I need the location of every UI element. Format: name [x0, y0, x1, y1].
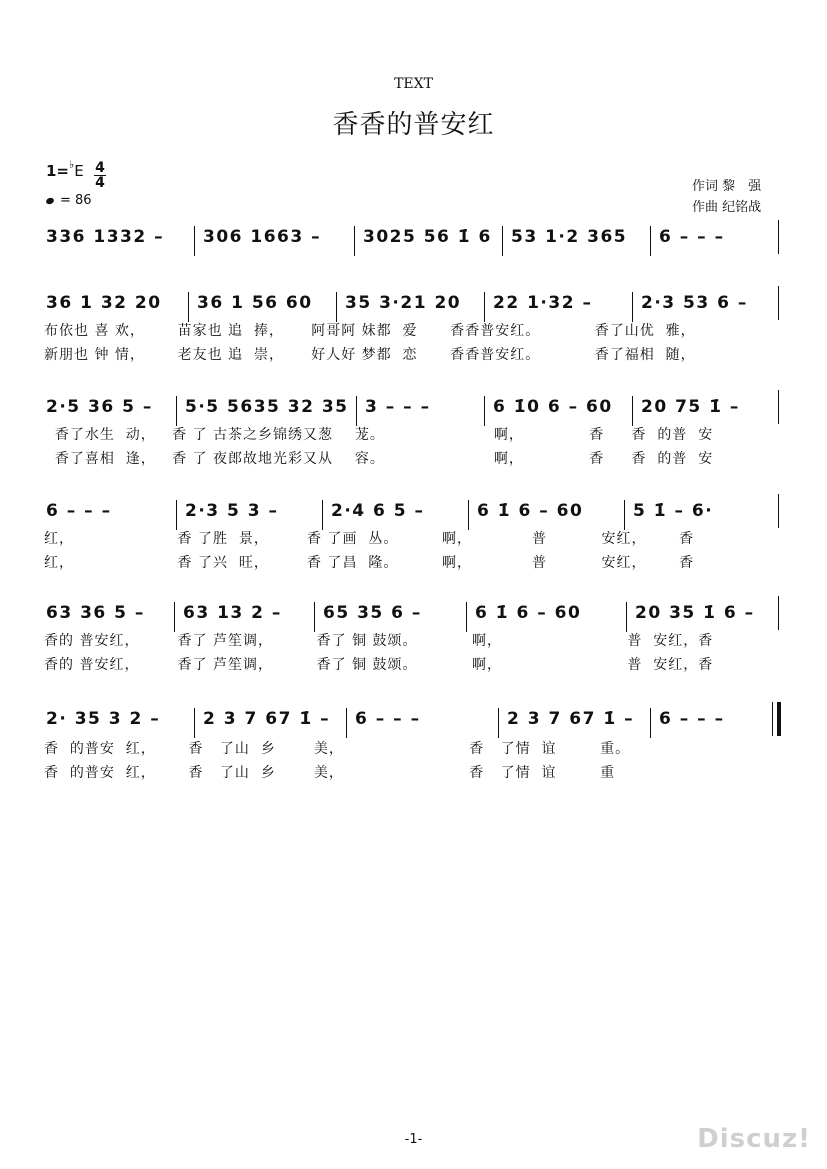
lyric-line-1: 香 的普安 红， 香 了山 乡 美， 香 了情 谊 重。	[44, 741, 631, 757]
measure: 2·5 36 5 –	[46, 397, 153, 417]
credits	[692, 176, 761, 218]
watermark: Discuz!	[697, 1124, 811, 1154]
key-signature	[46, 158, 105, 191]
measure: 2·3 53 6 –	[632, 292, 779, 322]
lyric-line-1: 香了水生 动， 香 了 古茶之乡锦绣又葱 茏。 啊， 香 香 的普 安	[44, 427, 714, 443]
measure: 6 – – –	[346, 708, 499, 738]
lyric-line-2: 香 的普安 红， 香 了山 乡 美， 香 了情 谊 重	[44, 765, 616, 781]
lyric-line-2: 香的 普安红， 香了 芦笙调， 香了 铜 鼓颂。 啊， 普 安红，香	[44, 657, 714, 673]
measure: 65 35 6 –	[314, 602, 465, 632]
measure: 2·4 6 5 –	[322, 500, 469, 530]
measure: 35 3·21 20	[336, 292, 485, 322]
measure: 22 1·32 –	[484, 292, 631, 322]
header-tag: TEXT	[394, 76, 433, 92]
measure: 53 1·2 365	[502, 226, 651, 256]
final-barline	[772, 702, 781, 736]
measure: 5 1̇ – 6·	[624, 500, 779, 530]
measure: 5·5 5635 32 35	[176, 396, 357, 426]
measure: 36 1 56 60	[188, 292, 335, 322]
measure: 63 36 5 –	[46, 603, 145, 623]
measure: 20 35 1̇ 6 –	[626, 602, 779, 632]
measure: 20 75 1̇ –	[632, 396, 779, 426]
lyric-line-1: 红， 香 了胜 景， 香 了画 丛。 啊， 普 安红， 香	[44, 531, 695, 547]
measure: 2·3 5 3 –	[176, 500, 323, 530]
lyric-line-1: 香的 普安红， 香了 芦笙调， 香了 铜 鼓颂。 啊， 普 安红，香	[44, 633, 714, 649]
measure: 36 1 32 20	[46, 293, 162, 313]
time-top: 4	[95, 160, 105, 176]
flat-icon: ♭	[69, 158, 75, 171]
page-number: -1-	[404, 1132, 423, 1147]
measure: 3 – – –	[356, 396, 485, 426]
measure: 63 13 2 –	[174, 602, 313, 632]
barline	[778, 286, 779, 320]
barline	[778, 596, 779, 630]
barline	[778, 494, 779, 528]
barline	[778, 390, 779, 424]
barline	[778, 220, 779, 254]
tempo-mark	[46, 193, 92, 208]
measure: 6 – – –	[46, 501, 112, 521]
measure: 2· 35 3 2 –	[46, 709, 161, 729]
quarter-note-icon	[45, 197, 55, 205]
measure: 6 – – –	[650, 226, 781, 256]
measure: 6 – – –	[650, 708, 771, 738]
measure: 2 3 7 67 1̇ –	[498, 708, 649, 738]
key-prefix: 1=	[46, 162, 70, 180]
time-signature	[94, 161, 106, 190]
page-title: 香香的普安红	[332, 110, 495, 140]
composer-credit: 作曲 纪铭战	[692, 200, 762, 215]
lyricist-credit: 作词 黎 强	[692, 179, 762, 194]
lyric-line-1: 布依也 喜 欢， 苗家也 追 捧， 阿哥阿 妹都 爱 香香普安红。 香了山优 雅，	[44, 323, 696, 339]
key-note: E	[74, 162, 84, 180]
lyric-line-2: 红， 香 了兴 旺， 香 了昌 隆。 啊， 普 安红， 香	[44, 555, 695, 571]
time-bottom: 4	[95, 175, 105, 191]
measure: 6 1̇ 6 – 60	[468, 500, 625, 530]
tempo-value: = 86	[60, 193, 92, 208]
measure: 3025 56 1̇ 6	[354, 226, 503, 256]
lyric-line-2: 新朋也 钟 情， 老友也 追 崇， 好人好 梦都 恋 香香普安红。 香了福相 随，	[44, 347, 696, 363]
lyric-line-2: 香了喜相 逢， 香 了 夜郎故地光彩又从 容。 啊， 香 香 的普 安	[44, 451, 714, 467]
measure: 6 1̇0 6 – 60	[484, 396, 633, 426]
measure: 2 3 7 67 1̇ –	[194, 708, 345, 738]
measure: 306 1663 –	[194, 226, 353, 256]
measure: 336 1332 –	[46, 227, 165, 247]
measure: 6 1̇ 6 – 60	[466, 602, 627, 632]
